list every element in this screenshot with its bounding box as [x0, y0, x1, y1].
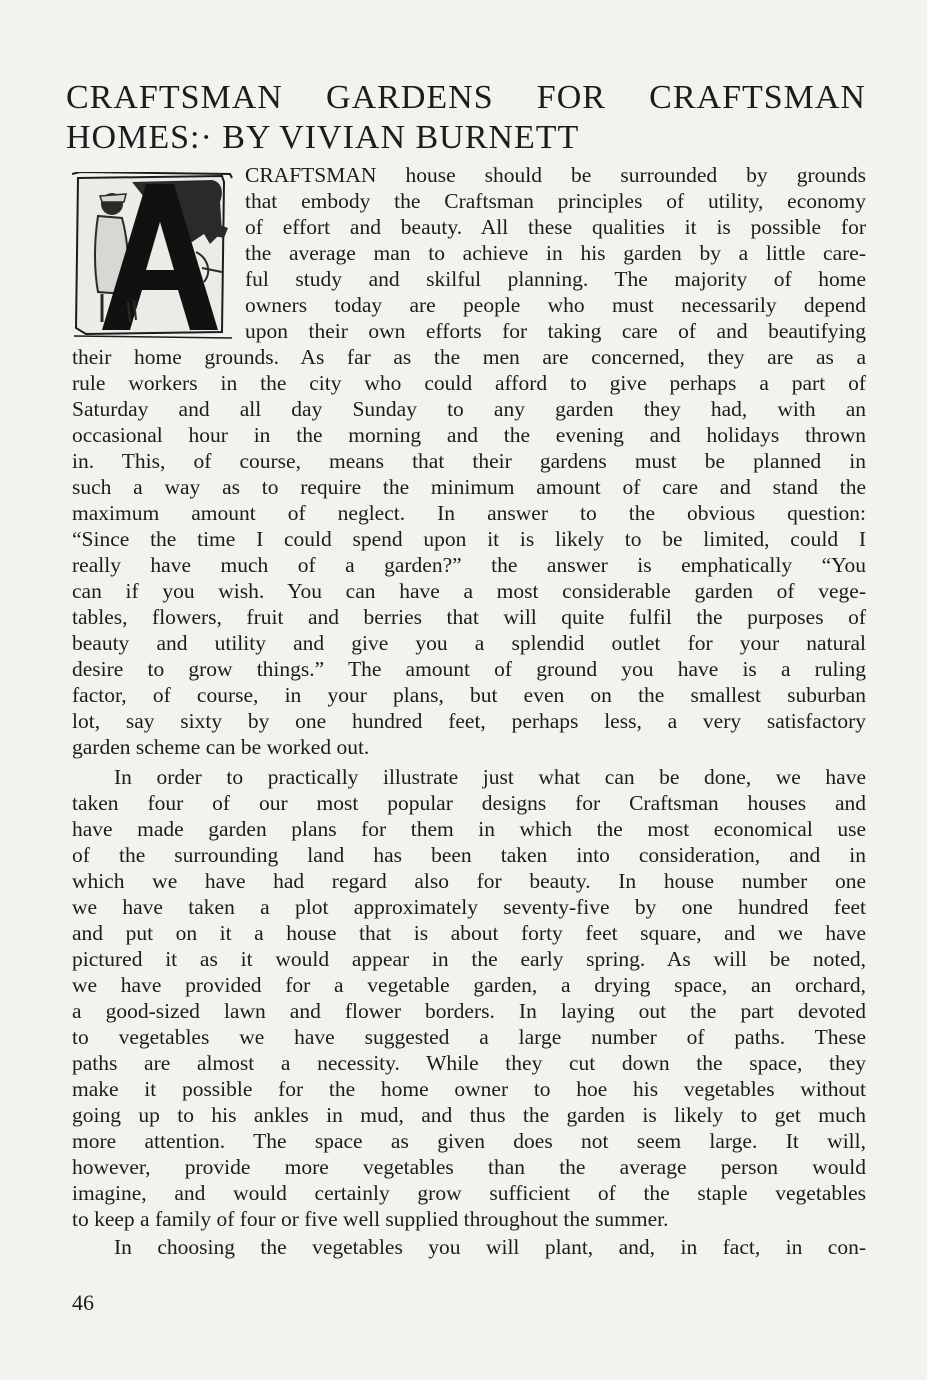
- body-line: maximum amount of neglect. In answer to the obvious question:: [72, 501, 866, 525]
- body-line: lot, say sixty by one hundred feet, perhaps less, a very satisfactory: [72, 709, 866, 733]
- body-line: more attention. The space as given does not seem large. It will,: [72, 1129, 866, 1153]
- body-line: occasional hour in the morning and the evening and holidays thrown: [72, 423, 866, 447]
- body-line: to vegetables we have suggested a large number of paths. These: [72, 1025, 866, 1049]
- title-line-2: HOMES:· BY VIVIAN BURNETT: [66, 119, 580, 156]
- article-title: [66, 78, 866, 158]
- body-line: paths are almost a necessity. While they cut down the space, they: [72, 1051, 866, 1075]
- body-line: really have much of a garden?” the answer is emphatically “You: [72, 553, 866, 577]
- body-line: their home grounds. As far as the men are concerned, they are as a: [72, 345, 866, 369]
- title-line-1: CRAFTSMAN GARDENS FOR CRAFTSMAN: [66, 79, 866, 116]
- body-line: pictured it as it would appear in the early spring. As will be noted,: [72, 947, 866, 971]
- body-line: “Since the time I could spend upon it is likely to be limited, could I: [72, 527, 866, 551]
- body-line: rule workers in the city who could afford to give perhaps a part of: [72, 371, 866, 395]
- body-line: In choosing the vegetables you will plant, and, in fact, in con-: [114, 1235, 866, 1259]
- body-line: factor, of course, in your plans, but even on the smallest suburban: [72, 683, 866, 707]
- body-line: can if you wish. You can have a most considerable garden of vege-: [72, 579, 866, 603]
- body-line: going up to his ankles in mud, and thus the garden is likely to get much: [72, 1103, 866, 1127]
- body-line: make it possible for the home owner to hoe his vegetables without: [72, 1077, 866, 1101]
- body-line: garden scheme can be worked out.: [72, 735, 370, 759]
- body-line: such a way as to require the minimum amount of care and stand the: [72, 475, 866, 499]
- body-line: a good-sized lawn and flower borders. In laying out the part devoted: [72, 999, 866, 1023]
- body-line: In order to practically illustrate just what can be done, we have: [114, 765, 866, 789]
- body-line: beauty and utility and give you a splendid outlet for your natural: [72, 631, 866, 655]
- page-number: 46: [72, 1290, 94, 1315]
- body-line: the average man to achieve in his garden by a little care-: [245, 241, 866, 265]
- body-line: Saturday and all day Sunday to any garden they had, with an: [72, 397, 866, 421]
- body-line: have made garden plans for them in which the most economical use: [72, 817, 866, 841]
- body-line: to keep a family of four or five well supplied throughout the summer.: [72, 1207, 669, 1231]
- body-line: of the surrounding land has been taken into consideration, and in: [72, 843, 866, 867]
- body-line: desire to grow things.” The amount of ground you have is a ruling: [72, 657, 866, 681]
- body-line: imagine, and would certainly grow sufficient of the staple vegetables: [72, 1181, 866, 1205]
- illustrated-dropcap: [72, 172, 234, 340]
- body-line: and put on it a house that is about forty feet square, and we have: [72, 921, 866, 945]
- body-line: of effort and beauty. All these qualities it is possible for: [245, 215, 866, 239]
- body-line: upon their own efforts for taking care of and beautifying: [245, 319, 866, 343]
- body-line: we have taken a plot approximately seventy-five by one hundred feet: [72, 895, 866, 919]
- body-line: owners today are people who must necessarily depend: [245, 293, 866, 317]
- body-line: which we have had regard also for beauty. In house number one: [72, 869, 866, 893]
- body-line: tables, flowers, fruit and berries that will quite fulfil the purposes of: [72, 605, 866, 629]
- body-line: ful study and skilful planning. The majority of home: [245, 267, 866, 291]
- body-line: however, provide more vegetables than the average person would: [72, 1155, 866, 1179]
- body-line: in. This, of course, means that their gardens must be planned in: [72, 449, 866, 473]
- body-line: taken four of our most popular designs for Craftsman houses and: [72, 791, 866, 815]
- body-line: that embody the Craftsman principles of utility, economy: [245, 189, 866, 213]
- body-line: CRAFTSMAN house should be surrounded by grounds: [245, 163, 866, 187]
- body-line: we have provided for a vegetable garden, a drying space, an orchard,: [72, 973, 866, 997]
- dropcap-woodcut-image: [72, 172, 234, 340]
